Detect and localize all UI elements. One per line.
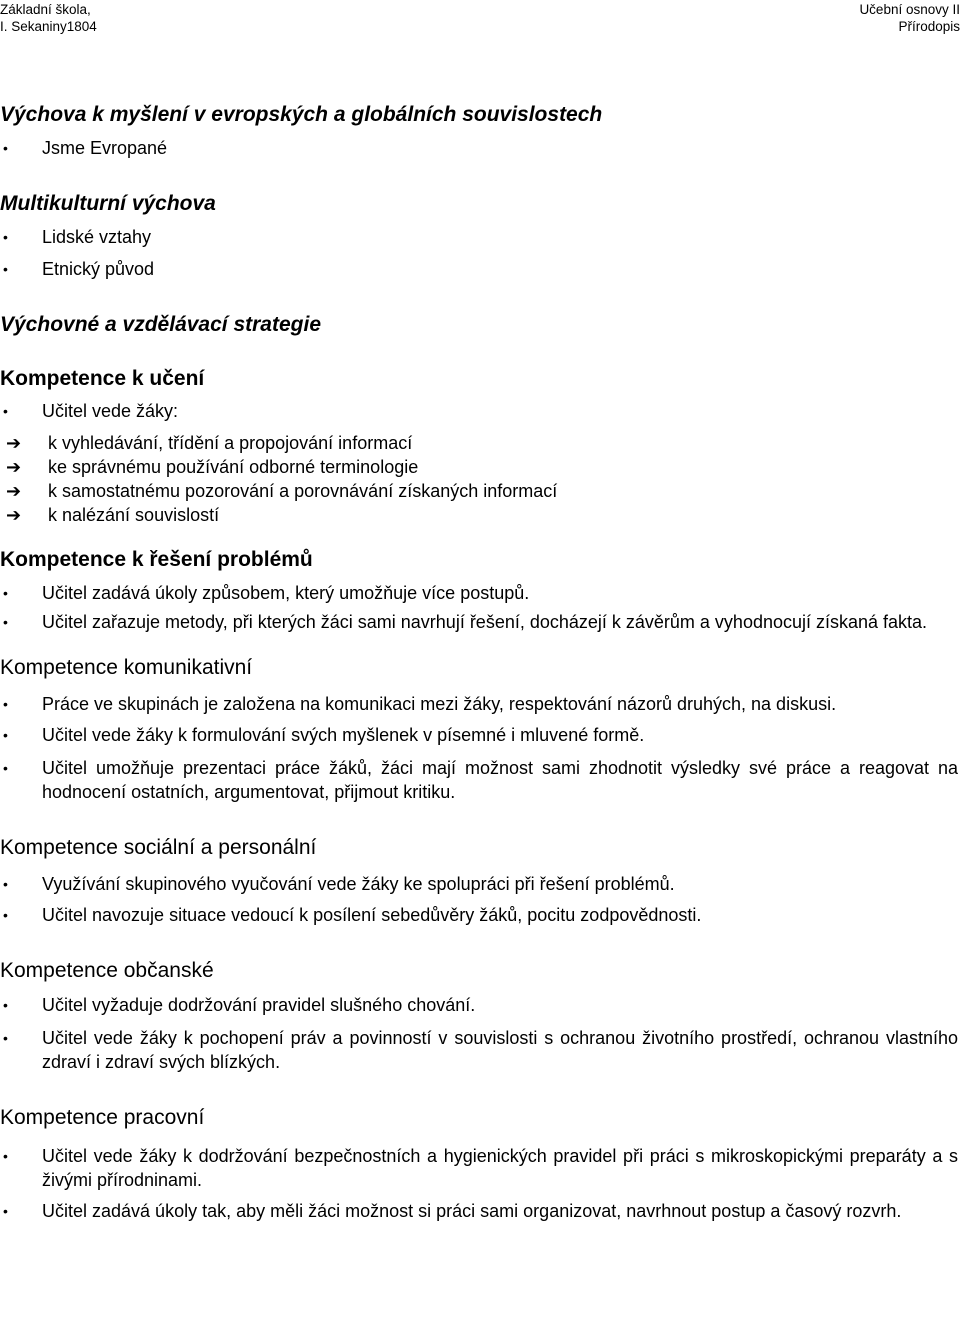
- bullet-icon: •: [3, 261, 8, 277]
- header-school-name: Základní škola,: [0, 2, 91, 17]
- list-multikulturni: [0, 225, 958, 281]
- bullet-icon: •: [3, 997, 8, 1013]
- list-item: • Učitel vede žáky k dodržování bezpečnostních a hygienických pravidel při práci s mikroskopickými preparáty a s živými přírodninami.: [3, 1146, 958, 1190]
- list-item: • Učitel umožňuje prezentaci práce žáků, žáci mají možnost sami zhodnotit výsledky své práce a reagovat na hodnocení ostatních, argumentovat, přijmout kritiku.: [3, 758, 958, 802]
- arrow-right-icon: ➔: [6, 457, 22, 477]
- arrow-right-icon: ➔: [6, 481, 22, 501]
- list-item: • Učitel zařazuje metody, při kterých žáci sami navrhují řešení, docházejí k závěrům a vyhodnocují získaná fakta.: [3, 612, 928, 632]
- list-komunikativni: [0, 692, 958, 804]
- bullet-icon: •: [3, 585, 8, 601]
- header-subject-name: Přírodopis: [898, 19, 960, 34]
- bullet-icon: •: [3, 614, 8, 630]
- bullet-icon: •: [3, 1030, 8, 1046]
- section-title-uceni: Kompetence k učení: [0, 367, 205, 390]
- header-curriculum: Učební osnovy II: [859, 2, 960, 17]
- arrow-list-item: ➔ k vyhledávání, třídění a propojování informací: [6, 433, 413, 453]
- arrow-list-item: ➔ ke správnému používání odborné terminologie: [6, 457, 419, 477]
- list-item: • Učitel vyžaduje dodržování pravidel slušného chování.: [3, 995, 476, 1015]
- list-pracovni: [0, 1144, 958, 1223]
- list-item: • Práce ve skupinách je založena na komunikaci mezi žáky, respektování názorů druhých, na diskusi.: [3, 694, 837, 714]
- bullet-icon: •: [3, 1148, 8, 1164]
- page-header: [0, 0, 960, 40]
- list-item: • Jsme Evropané: [3, 138, 168, 158]
- list-uceni: [0, 399, 958, 423]
- arrow-right-icon: ➔: [6, 433, 22, 453]
- bullet-icon: •: [3, 403, 8, 419]
- section-title-socialni: Kompetence sociální a personální: [0, 836, 317, 859]
- list-item: • Využívání skupinového vyučování vede žáky ke spolupráci při řešení problémů.: [3, 874, 675, 894]
- list-item: • Etnický původ: [3, 259, 155, 279]
- bullet-icon: •: [3, 229, 8, 245]
- document-body: [0, 100, 958, 1223]
- section-title-komunikativni: Kompetence komunikativní: [0, 656, 253, 679]
- list-reseni: [0, 581, 958, 634]
- section-title-evropske: Výchova k myšlení v evropských a globálních souvislostech: [0, 103, 603, 126]
- list-socialni: [0, 872, 958, 927]
- bullet-icon: •: [3, 727, 8, 743]
- header-subject: [859, 1, 960, 35]
- list-item: • Učitel zadává úkoly tak, aby měli žáci možnost si práci sami organizovat, navrhnout postup a časový rozvrh.: [3, 1201, 902, 1221]
- list-item: • Učitel vede žáky k pochopení práv a povinností v souvislosti s ochranou životního prostředí, ochranou vlastního zdraví i zdraví svých blízkých.: [3, 1028, 958, 1072]
- list-item: • Učitel vede žáky:: [3, 401, 179, 421]
- section-title-obcanske: Kompetence občanské: [0, 959, 214, 982]
- list-item: • Učitel navozuje situace vedoucí k posílení sebedůvěry žáků, pocitu zodpovědnosti.: [3, 905, 702, 925]
- list-evropske: [0, 136, 958, 160]
- bullet-icon: •: [3, 907, 8, 923]
- bullet-icon: •: [3, 876, 8, 892]
- bullet-icon: •: [3, 696, 8, 712]
- section-title-multikulturni: Multikulturní výchova: [0, 192, 216, 215]
- section-title-reseni: Kompetence k řešení problémů: [0, 548, 313, 571]
- section-title-pracovni: Kompetence pracovní: [0, 1106, 205, 1129]
- arrow-right-icon: ➔: [6, 505, 22, 525]
- list-item: • Učitel zadává úkoly způsobem, který umožňuje více postupů.: [3, 583, 530, 603]
- bullet-icon: •: [3, 1203, 8, 1219]
- arrow-list-item: ➔ k nalézání souvislostí: [6, 505, 220, 525]
- section-title-strategie: Výchovné a vzdělávací strategie: [0, 313, 321, 336]
- list-item: • Učitel vede žáky k formulování svých myšlenek v písemné i mluvené formě.: [3, 725, 645, 745]
- header-school: [0, 1, 97, 35]
- arrow-list-uceni: [0, 431, 958, 527]
- arrow-list-item: ➔ k samostatnému pozorování a porovnávání získaných informací: [6, 481, 558, 501]
- list-item: • Lidské vztahy: [3, 227, 152, 247]
- bullet-icon: •: [3, 760, 8, 776]
- list-obcanske: [0, 993, 958, 1074]
- header-school-address: I. Sekaniny1804: [0, 19, 97, 34]
- bullet-icon: •: [3, 140, 8, 156]
